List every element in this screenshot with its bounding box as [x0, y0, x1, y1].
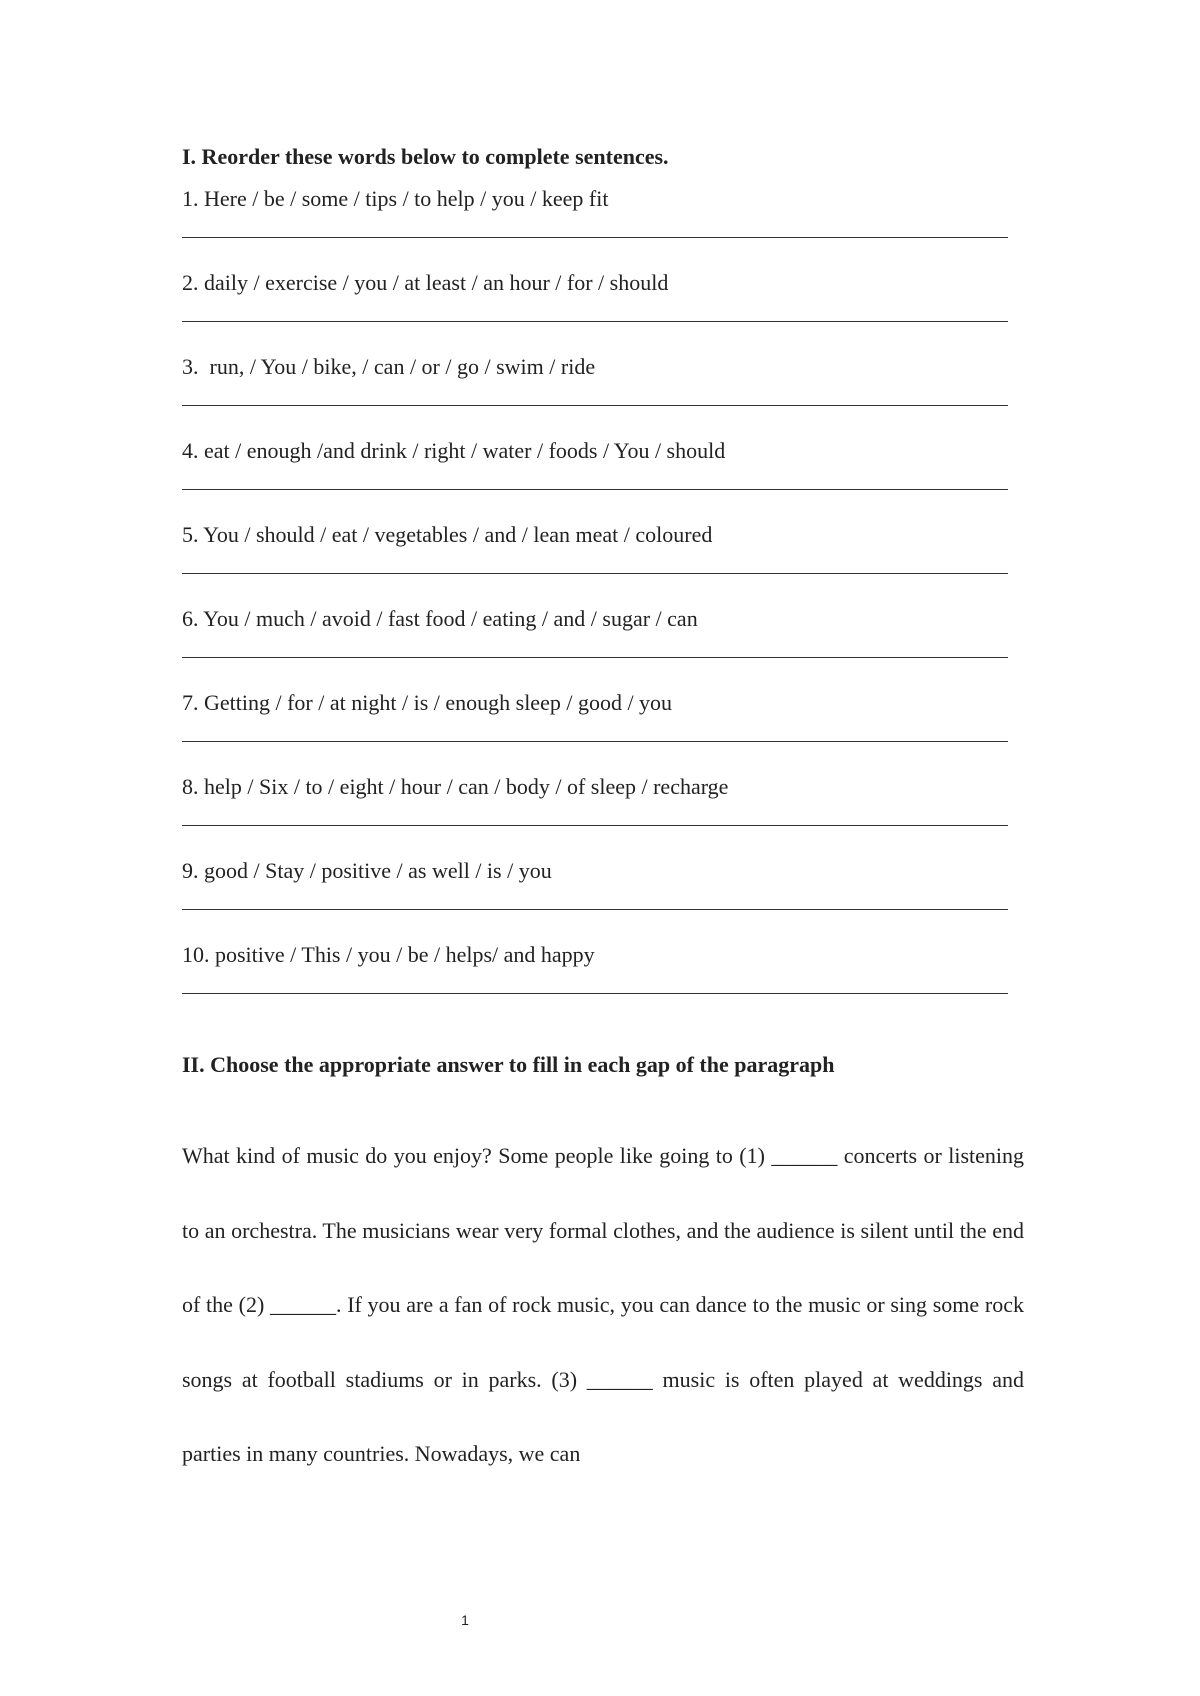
exercise-prompt: 10. positive / This / you / be / helps/ and happy: [182, 942, 595, 967]
page-number: 1: [461, 1612, 469, 1628]
answer-line: [182, 993, 1008, 994]
answer-line: [182, 741, 1008, 742]
answer-line: [182, 909, 1008, 910]
exercise-item: [182, 773, 1022, 857]
exercise-item: [182, 521, 1022, 605]
exercise-item: [182, 605, 1022, 689]
exercise-item: [182, 269, 1022, 353]
exercise-prompt: 5. You / should / eat / vegetables / and / lean meat / coloured: [182, 522, 713, 547]
exercise-item: [182, 941, 1022, 1011]
exercise-item: [182, 353, 1022, 437]
answer-line: [182, 657, 1008, 658]
section-2-heading: II. Choose the appropriate answer to fill in each gap of the paragraph: [182, 1052, 835, 1077]
cloze-paragraph: What kind of music do you enjoy? Some people like going to (1) ______ concerts or listening to an orchestra. The musicians wear very formal clothes, and the audience is silent until the end of the (2) ______. If you are a fan of rock music, you can dance to the music or sing some rock songs at football stadiums or in parks. (3) ______ music is often played at weddings and parties in many countries. Nowadays, we can: [182, 1143, 1024, 1466]
exercise-item: [182, 857, 1022, 941]
exercise-item: [182, 437, 1022, 521]
section-2: [182, 1051, 1022, 1492]
answer-line: [182, 237, 1008, 238]
exercise-prompt: 8. help / Six / to / eight / hour / can / body / of sleep / recharge: [182, 774, 729, 799]
exercise-prompt: 9. good / Stay / positive / as well / is / you: [182, 858, 552, 883]
exercise-prompt: 7. Getting / for / at night / is / enough sleep / good / you: [182, 690, 673, 715]
page-content: [182, 143, 1022, 1514]
answer-line: [182, 405, 1008, 406]
answer-line: [182, 573, 1008, 574]
exercise-item: [182, 689, 1022, 773]
section-1-heading: I. Reorder these words below to complete sentences.: [182, 144, 669, 169]
exercise-prompt: 3. run, / You / bike, / can / or / go / swim / ride: [182, 354, 596, 379]
exercise-prompt: 6. You / much / avoid / fast food / eating / and / sugar / can: [182, 606, 698, 631]
answer-line: [182, 489, 1008, 490]
answer-line: [182, 321, 1008, 322]
answer-line: [182, 825, 1008, 826]
exercise-prompt: 1. Here / be / some / tips / to help / you / keep fit: [182, 186, 609, 211]
exercise-prompt: 2. daily / exercise / you / at least / an hour / for / should: [182, 270, 669, 295]
exercise-item: [182, 185, 1022, 269]
exercise-prompt: 4. eat / enough /and drink / right / water / foods / You / should: [182, 438, 726, 463]
reorder-exercise-list: [182, 185, 1022, 1011]
